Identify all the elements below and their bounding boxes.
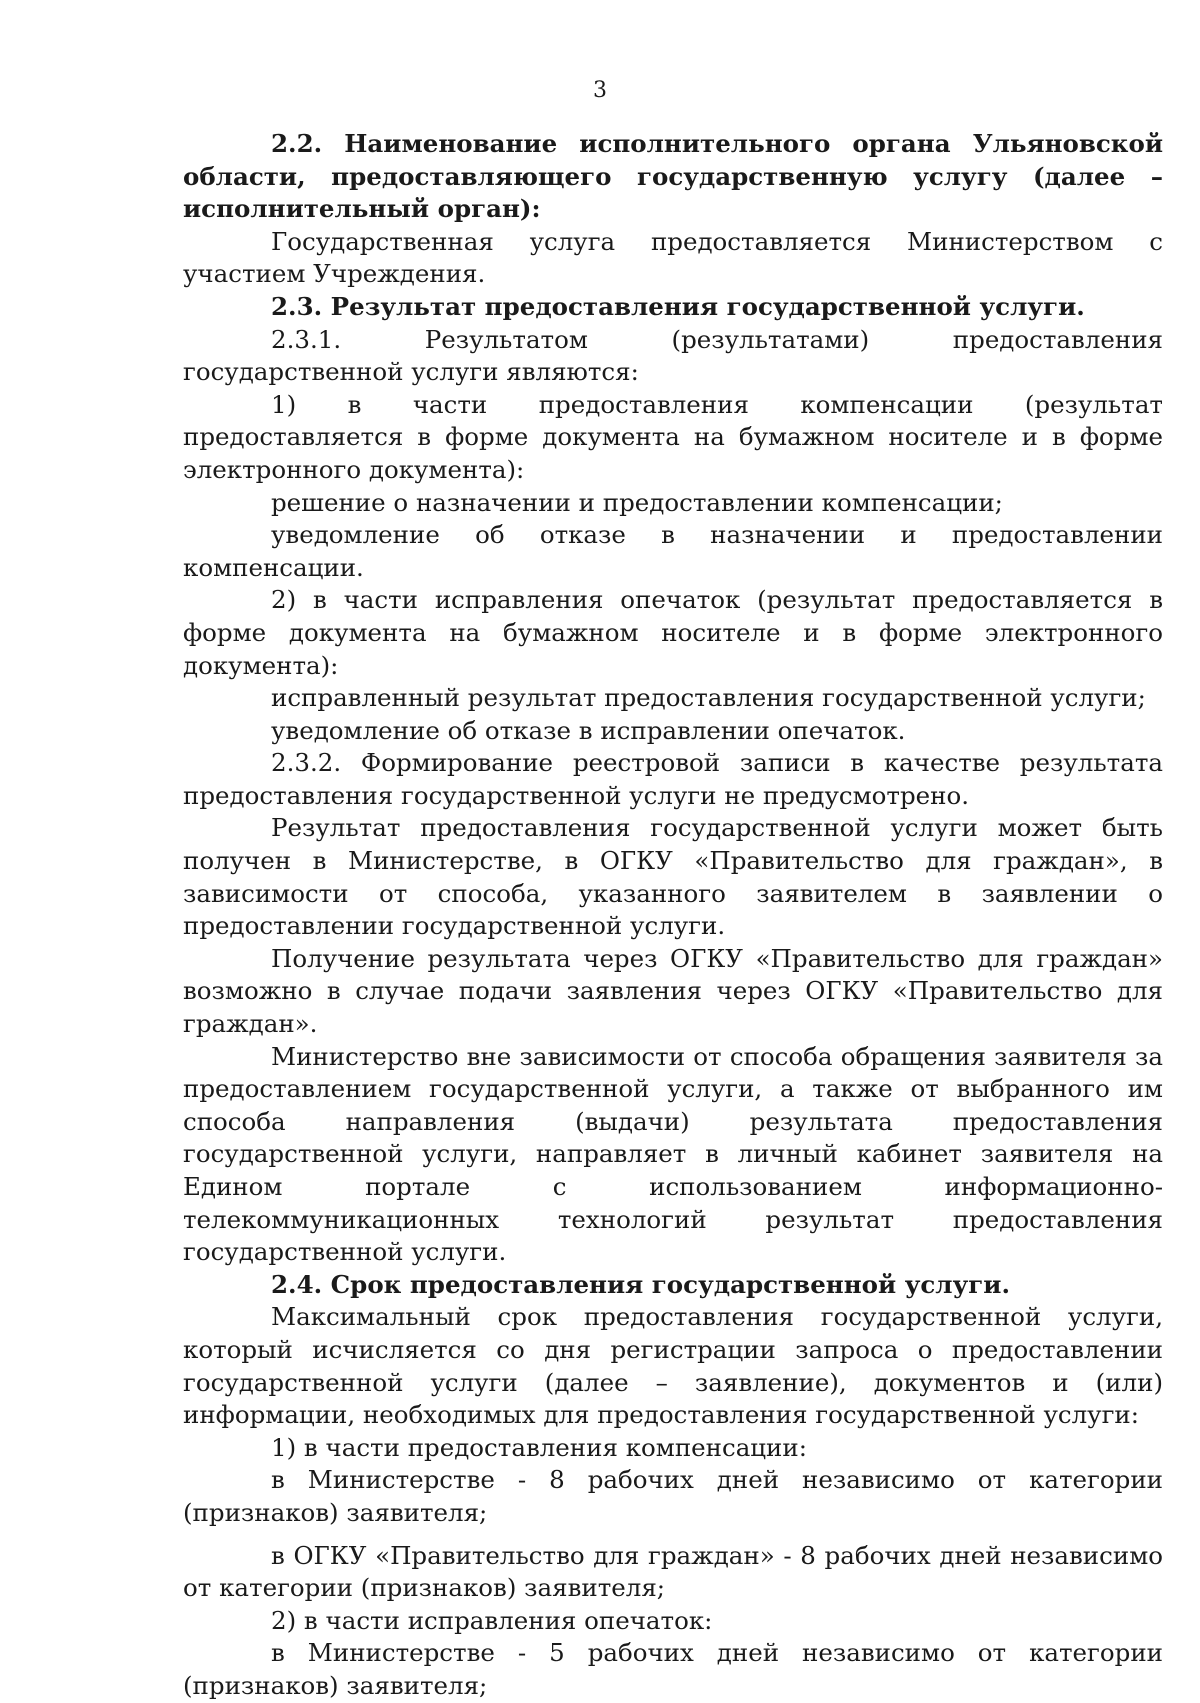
paragraph: 2.3.2. Формирование реестровой записи в качестве результата предоставления государственной услуги не предусмотрено. (183, 748, 1163, 810)
paragraph: 2) в части исправления опечаток (результат предоставляется в форме документа на бумажном носителе и в форме электронного документа): (183, 585, 1163, 680)
section-heading-2-3: 2.3. Результат предоставления государственной услуги. (271, 291, 1085, 321)
paragraph: Государственная услуга предоставляется Министерством с участием Учреждения. (183, 226, 1163, 289)
paragraph: 1) в части предоставления компенсации: (271, 1432, 807, 1462)
paragraph: в Министерстве - 5 рабочих дней независимо от категории (признаков) заявителя; (183, 1638, 1163, 1700)
paragraph: исправленный результат предоставления государственной услуги; (271, 683, 1146, 713)
paragraph: 1) в части предоставления компенсации (результат предоставляется в форме документа на бумажном носителе и в форме электронного документа): (183, 389, 1163, 484)
paragraph: 2.3.1. Результатом (результатами) предоставления государственной услуги являются: (183, 324, 1163, 387)
paragraph: Министерство вне зависимости от способа обращения заявителя за предоставлением государственной услуги, а также от выбранного им способа направления (выдачи) результата предоставления государственной услуги, направляет в личный кабинет заявителя на Едином портале с использованием информационно-телекоммуникационных технологий результат предоставления государственной услуги. (183, 1041, 1163, 1267)
section-heading-2-2: 2.2. Наименование исполнительного органа Ульяновской области, предоставляющего государственную услугу (далее – исполнительный орган): (183, 129, 1163, 224)
paragraph: в ОГКУ «Правительство для граждан» - 8 рабочих дней независимо от категории (признаков) заявителя; (183, 1540, 1163, 1603)
document-body (183, 128, 1163, 1703)
paragraph: уведомление об отказе в исправлении опечаток. (271, 715, 906, 745)
paragraph: 2) в части исправления опечаток: (271, 1605, 713, 1635)
paragraph: Получение результата через ОГКУ «Правительство для граждан» возможно в случае подачи заявления через ОГКУ «Правительство для граждан». (183, 943, 1163, 1039)
paragraph: уведомление об отказе в назначении и предоставлении компенсации. (183, 520, 1163, 582)
paragraph: Максимальный срок предоставления государственной услуги, который исчисляется со дня регистрации запроса о предоставлении государственной услуги (далее – заявление), документов и (или) информации, необходимых для предоставления государственной услуги: (183, 1302, 1163, 1430)
page-number: 3 (593, 78, 607, 103)
paragraph: в Министерстве - 8 рабочих дней независимо от категории (признаков) заявителя; (183, 1465, 1163, 1527)
paragraph: решение о назначении и предоставлении компенсации; (271, 487, 1003, 517)
section-heading-2-4: 2.4. Срок предоставления государственной услуги. (271, 1269, 1010, 1299)
paragraph: Результат предоставления государственной услуги может быть получен в Министерстве, в ОГКУ «Правительство для граждан», в зависимости от способа, указанного заявителем в заявлении о предоставлении государственной услуги. (183, 813, 1163, 941)
